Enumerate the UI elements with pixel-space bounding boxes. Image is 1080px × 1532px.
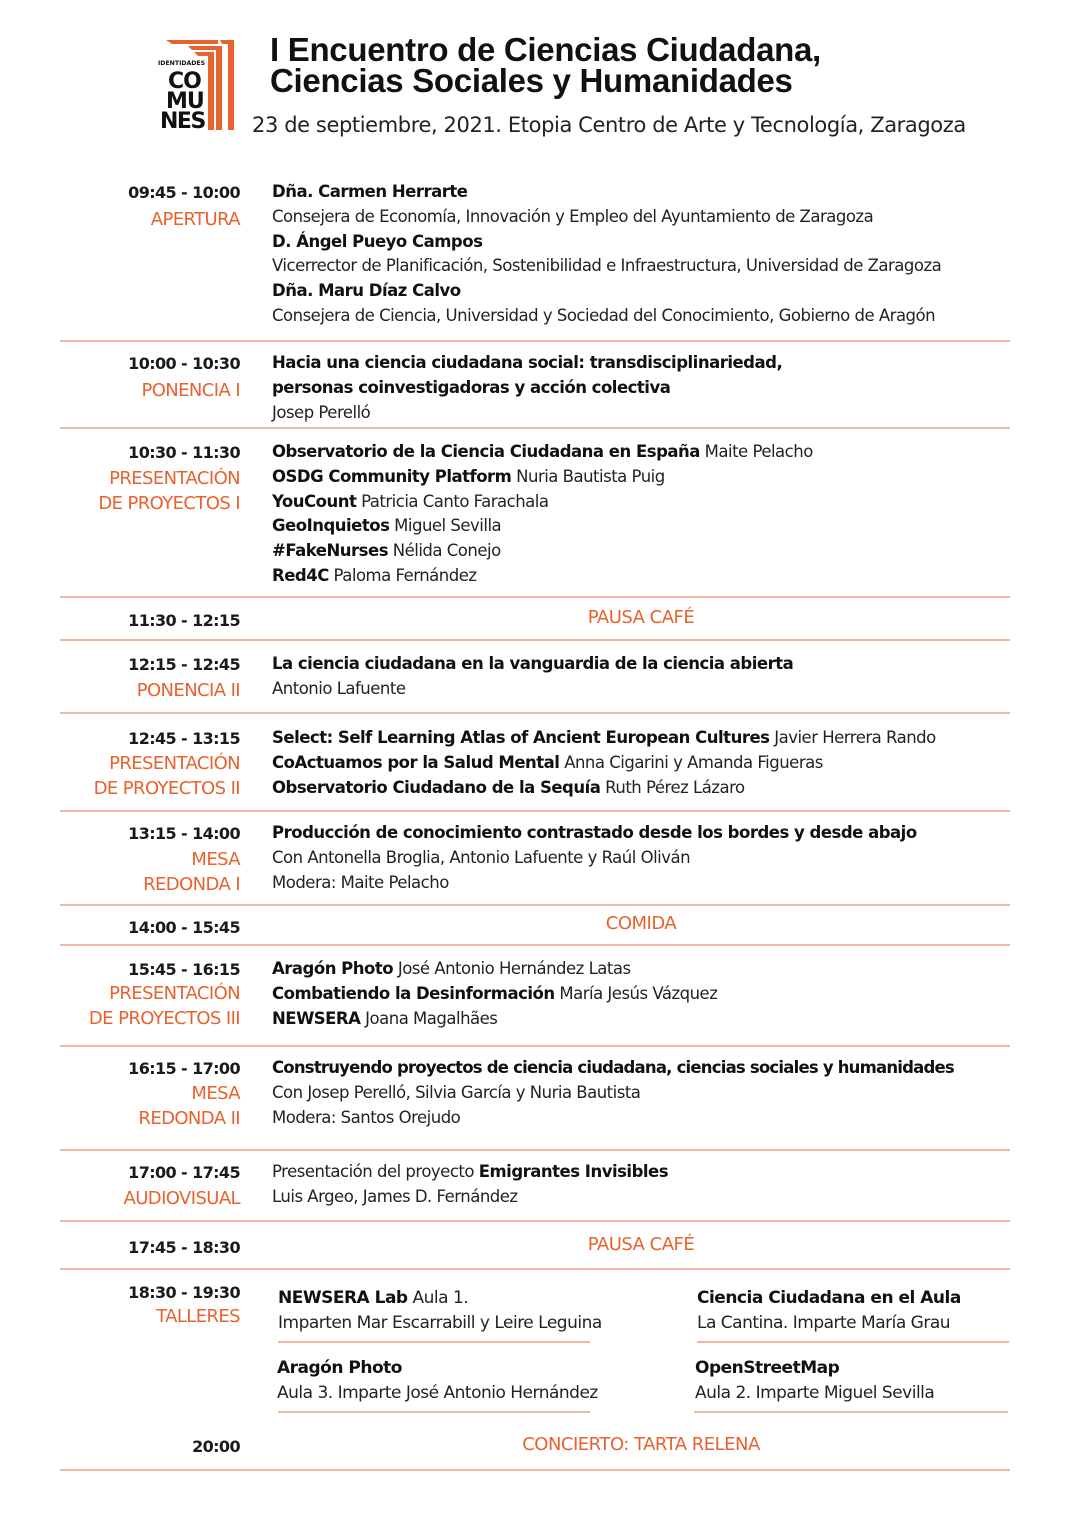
workshop-detail: Imparten Mar Escarrabill y Leire Leguina [278, 1313, 602, 1333]
session-label-line: MESA [191, 1083, 240, 1104]
break-label: PAUSA CAFÉ [587, 1234, 695, 1255]
speaker-name [272, 180, 941, 205]
page-title [270, 31, 821, 99]
session-label: AUDIOVISUAL [123, 1188, 240, 1209]
session-label-line: PRESENTACIÓN [109, 468, 240, 489]
session-time: 17:00 - 17:45 [128, 1163, 240, 1182]
session-label [98, 466, 240, 516]
workshop-item [695, 1356, 934, 1406]
speaker-name-text: Dña. Carmen Herrarte [272, 182, 468, 201]
project-name: #FakeNurses [272, 541, 389, 561]
session-label [138, 1081, 240, 1131]
session-label [94, 751, 240, 801]
workshop-room: Aula 1. [412, 1288, 469, 1308]
project-item [272, 440, 813, 465]
session-time: 16:15 - 17:00 [128, 1059, 240, 1078]
separator [60, 712, 1010, 714]
session-time: 14:00 - 15:45 [128, 918, 240, 937]
workshop-name: OpenStreetMap [695, 1358, 840, 1378]
talk-title: Producción de conocimiento contrastado desde los bordes y desde abajo [272, 823, 917, 842]
workshop-detail: La Cantina. Imparte María Grau [697, 1313, 951, 1333]
project-item [272, 751, 936, 776]
separator [60, 1469, 1010, 1471]
session-label-line: REDONDA I [143, 874, 240, 895]
svg-text:CO: CO [168, 69, 201, 94]
project-person: Miguel Sevilla [394, 516, 502, 536]
speaker-name-text: Dña. Maru Díaz Calvo [272, 281, 461, 301]
svg-text:NES: NES [160, 109, 205, 130]
separator [60, 904, 1010, 906]
concert-label: CONCIERTO: TARTA RELENA [522, 1434, 760, 1455]
workshop-name: NEWSERA Lab [278, 1288, 408, 1308]
project-name: OSDG Community Platform [272, 466, 512, 486]
separator [60, 340, 1010, 342]
moderator: Modera: Maite Pelacho [272, 872, 449, 892]
session-time: 09:45 - 10:00 [128, 183, 240, 202]
workshop-separator [278, 1411, 590, 1413]
speaker: Antonio Lafuente [272, 678, 406, 698]
session-label: PONENCIA I [141, 380, 240, 401]
session-time: 11:30 - 12:15 [128, 611, 240, 630]
talk-title: Construyendo proyectos de ciencia ciudadana, ciencias sociales y humanidades [272, 1058, 954, 1077]
workshop-name: Aragón Photo [277, 1358, 402, 1378]
project-item [272, 776, 936, 801]
talk-title: personas coinvestigadoras y acción colectiva [272, 377, 671, 397]
project-name: Observatorio de la Ciencia Ciudadana en España [272, 442, 700, 461]
project-name: GeoInquietos [272, 516, 390, 536]
session-time: 15:45 - 16:15 [128, 960, 240, 979]
project-person: Javier Herrera Rando [774, 728, 936, 747]
project-name: Observatorio Ciudadano de la Sequía [272, 777, 601, 797]
project-item [272, 465, 813, 490]
project-person: Maite Pelacho [704, 442, 813, 461]
moderator: Modera: Santos Orejudo [272, 1107, 461, 1127]
title-line-2: Ciencias Sociales y Humanidades [270, 62, 793, 99]
speaker-name-text: D. Ángel Pueyo Campos [272, 231, 483, 251]
project-item [272, 957, 717, 982]
talk-title: Hacia una ciencia ciudadana social: transdisciplinariedad, [272, 353, 783, 372]
workshop-detail: Aula 2. Imparte Miguel Sevilla [695, 1383, 935, 1403]
session-label-line: DE PROYECTOS I [98, 493, 240, 514]
session-label-line: MESA [191, 849, 240, 870]
project-name: YouCount [272, 491, 357, 511]
workshop-item [278, 1286, 602, 1336]
break-label: PAUSA CAFÉ [587, 607, 695, 628]
project-person: Ruth Pérez Lázaro [605, 777, 745, 797]
session-label: APERTURA [150, 209, 240, 230]
session-label-line: DE PROYECTOS II [93, 778, 240, 799]
separator [60, 639, 1010, 641]
separator [60, 1045, 1010, 1047]
session-label [89, 981, 240, 1031]
presentation-prefix: Presentación del proyecto [272, 1162, 474, 1181]
project-person: José Antonio Hernández Latas [397, 959, 631, 978]
session-label-line: PRESENTACIÓN [109, 983, 240, 1004]
project-name: Aragón Photo [272, 959, 394, 978]
session-label: PONENCIA II [136, 680, 240, 701]
session-label [143, 847, 240, 897]
session-label-line: PRESENTACIÓN [109, 753, 240, 774]
project-person: Patricia Canto Farachala [361, 491, 549, 511]
svg-text:MU: MU [166, 89, 204, 114]
session-time: 10:00 - 10:30 [128, 354, 240, 373]
project-person: Nélida Conejo [392, 541, 501, 561]
project-item [272, 539, 813, 564]
project-item [272, 564, 813, 589]
session-label-line: REDONDA II [138, 1108, 240, 1129]
break-label: COMIDA [605, 913, 677, 934]
speaker-name [272, 279, 941, 304]
talk-title: La ciencia ciudadana en la vanguardia de la ciencia abierta [272, 654, 794, 673]
session-time: 10:30 - 11:30 [128, 443, 240, 462]
workshop-separator [278, 1341, 590, 1343]
project-item [272, 490, 813, 515]
project-person: María Jesús Vázquez [559, 983, 718, 1003]
session-time: 12:45 - 13:15 [128, 729, 240, 748]
speaker: Josep Perelló [272, 402, 371, 422]
project-name: Select: Self Learning Atlas of Ancient European Cultures [272, 728, 770, 747]
people: Luis Argeo, James D. Fernández [272, 1186, 518, 1206]
speaker-role: Vicerrector de Planificación, Sostenibilidad e Infraestructura, Universidad de Zaragoza [272, 256, 942, 276]
title-line-1: I Encuentro de Ciencias Ciudadana, [270, 31, 821, 68]
project-name: CoActuamos por la Salud Mental [272, 752, 560, 772]
project-name: Combatiendo la Desinformación [272, 983, 555, 1003]
session-time: 18:30 - 19:30 [128, 1283, 240, 1302]
workshop-item [697, 1286, 961, 1336]
project-person: Paloma Fernández [333, 565, 477, 585]
project-person: Anna Cigarini y Amanda Figueras [564, 752, 823, 772]
separator [60, 1268, 1010, 1270]
speaker-role: Consejera de Ciencia, Universidad y Sociedad del Conocimiento, Gobierno de Aragón [272, 305, 936, 325]
workshop-separator [697, 1341, 1009, 1343]
separator [60, 1220, 1010, 1222]
session-time: 13:15 - 14:00 [128, 824, 240, 843]
session-label-line: DE PROYECTOS III [88, 1008, 240, 1029]
project-name: Red4C [272, 565, 329, 585]
project-person: Joana Magalhães [365, 1008, 498, 1028]
project-item [272, 514, 813, 539]
project-item [272, 982, 717, 1007]
separator [60, 944, 1010, 946]
session-time: 12:15 - 12:45 [128, 655, 240, 674]
workshop-detail: Aula 3. Imparte José Antonio Hernández [277, 1383, 598, 1403]
separator [60, 1149, 1010, 1151]
participants: Con Josep Perelló, Silvia García y Nuria Bautista [272, 1082, 641, 1102]
project-item [272, 726, 936, 751]
session-time: 17:45 - 18:30 [128, 1238, 240, 1257]
session-time: 20:00 [192, 1437, 240, 1456]
identidades-comunes-logo [158, 38, 236, 130]
speaker-role: Consejera de Economía, Innovación y Empleo del Ayuntamiento de Zaragoza [272, 206, 874, 226]
event-date-location: 23 de septiembre, 2021. Etopia Centro de Arte y Tecnología, Zaragoza [252, 113, 966, 137]
session-label: TALLERES [156, 1306, 240, 1327]
separator [60, 427, 1010, 429]
workshop-separator [694, 1411, 1008, 1413]
project-name: NEWSERA [272, 1008, 361, 1028]
workshop-name: Ciencia Ciudadana en el Aula [697, 1288, 961, 1308]
participants: Con Antonella Broglia, Antonio Lafuente y Raúl Oliván [272, 847, 691, 867]
separator [60, 810, 1010, 812]
separator [60, 596, 1010, 598]
workshop-item [277, 1356, 598, 1406]
project-name: Emigrantes Invisibles [478, 1162, 669, 1181]
project-item [272, 1007, 717, 1032]
svg-text:IDENTIDADES: IDENTIDADES [158, 60, 206, 67]
speaker-name [272, 230, 941, 255]
project-person: Nuria Bautista Puig [516, 466, 665, 486]
